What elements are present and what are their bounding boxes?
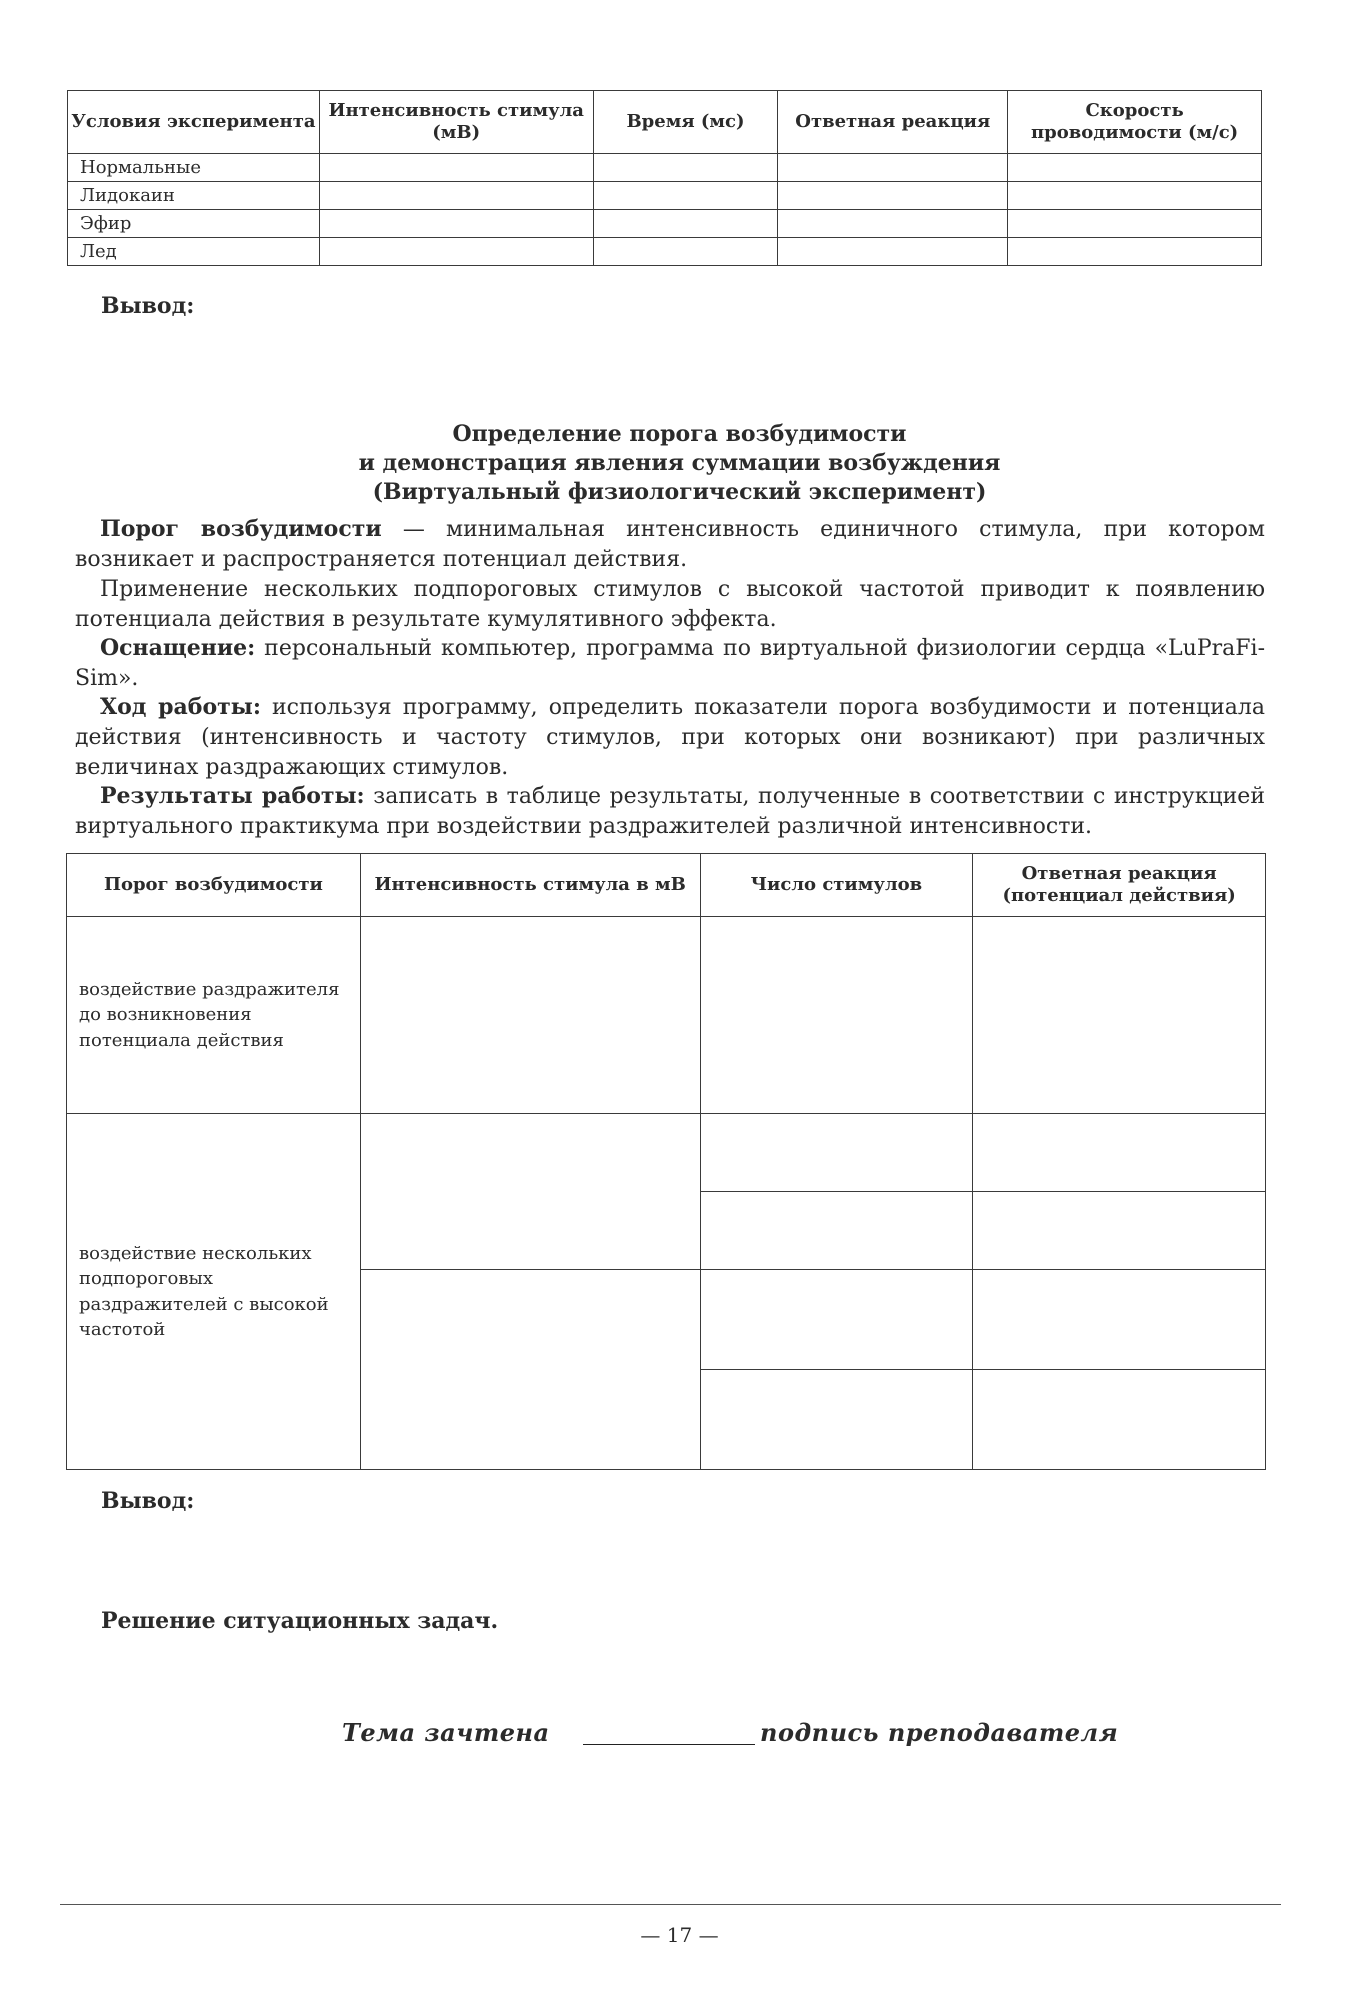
table-row (68, 154, 1262, 182)
table-header: Интенсивность стимула (мВ) (319, 91, 593, 154)
table-cell[interactable] (360, 1270, 700, 1470)
table-cell[interactable] (973, 1192, 1266, 1270)
table-cell[interactable] (778, 210, 1008, 238)
tasks-heading: Решение ситуационных задач. (101, 1608, 499, 1634)
footer-divider (60, 1904, 1281, 1905)
row-label: воздействие нескольких подпороговых раздражителей с высокой частотой (67, 1114, 361, 1470)
table-cell[interactable] (593, 154, 778, 182)
table-header: Ответная реакция (778, 91, 1008, 154)
table-header: Скорость проводимости (м/с) (1008, 91, 1262, 154)
table-cell[interactable] (319, 154, 593, 182)
conclusion-label: Вывод: (101, 1488, 195, 1514)
table-header: Ответная реакция (потенциал действия) (973, 854, 1266, 917)
table-cell[interactable] (778, 182, 1008, 210)
table-cell[interactable] (778, 154, 1008, 182)
page-number: — 17 — (640, 1923, 719, 1947)
row-label: Эфир (68, 210, 320, 238)
row-label: Лидокаин (68, 182, 320, 210)
paragraph-text: персональный компьютер, программа по виртуальной физиологии сердца «LuPraFi-Sim». (75, 636, 1265, 691)
table-cell[interactable] (593, 210, 778, 238)
paragraph-equipment (75, 634, 1265, 694)
conclusion-label: Вывод: (101, 293, 195, 319)
paragraph-text: записать в таблице результаты, полученные в соответствии с инструкцией виртуального практикума при воздействии раздражителей различной интенсивности. (75, 784, 1265, 839)
paragraph-threshold (75, 515, 1265, 575)
paragraph-summation (75, 575, 1265, 635)
table-cell[interactable] (360, 1114, 700, 1270)
table-header: Число стимулов (700, 854, 973, 917)
signature-line[interactable] (583, 1744, 755, 1745)
table-cell[interactable] (593, 182, 778, 210)
table-cell[interactable] (973, 1270, 1266, 1370)
table-cell[interactable] (700, 1270, 973, 1370)
term-bold: Оснащение: (100, 635, 256, 661)
table-cell[interactable] (1008, 154, 1262, 182)
table-cell[interactable] (1008, 238, 1262, 266)
table-cell[interactable] (319, 210, 593, 238)
row-label: Лед (68, 238, 320, 266)
table-header: Время (мс) (593, 91, 778, 154)
table-row (67, 1114, 1266, 1192)
table-cell[interactable] (319, 238, 593, 266)
experiment-table (67, 90, 1262, 266)
table-cell[interactable] (593, 238, 778, 266)
paragraph-results (75, 782, 1265, 842)
table-header: Интенсивность стимула в мВ (360, 854, 700, 917)
table-cell[interactable] (319, 182, 593, 210)
table-cell[interactable] (778, 238, 1008, 266)
section-title-line3: (Виртуальный физиологический эксперимент) (372, 479, 987, 505)
term-bold: Ход работы: (100, 694, 261, 720)
table-header: Порог возбудимости (67, 854, 361, 917)
paragraph-text: используя программу, определить показатели порога возбудимости и потенциала действия (интенсивность и частоту стимулов, при которых они возникают) при различных величинах раздражающих стимулов. (75, 695, 1265, 780)
table-cell[interactable] (700, 1192, 973, 1270)
table-cell[interactable] (1008, 182, 1262, 210)
table-cell[interactable] (973, 917, 1266, 1114)
table-row (67, 917, 1266, 1114)
table-cell[interactable] (700, 1114, 973, 1192)
section-title-line1: Определение порога возбудимости (452, 421, 907, 447)
row-label: Нормальные (68, 154, 320, 182)
table-header-row (68, 91, 1262, 154)
term-bold: Порог возбудимости (100, 516, 382, 542)
table-cell[interactable] (1008, 210, 1262, 238)
paragraph-text: Применение нескольких подпороговых стимулов с высокой частотой приводит к появлению потенциала действия в результате кумулятивного эффекта. (75, 577, 1265, 632)
paragraph-procedure (75, 693, 1265, 783)
teacher-signature-label: подпись преподавателя (760, 1718, 1119, 1747)
table-cell[interactable] (973, 1114, 1266, 1192)
table-cell[interactable] (973, 1370, 1266, 1470)
table-cell[interactable] (360, 917, 700, 1114)
table-row (68, 238, 1262, 266)
table-cell[interactable] (700, 1370, 973, 1470)
table-header-row (67, 854, 1266, 917)
paragraph-text: — минимальная интенсивность единичного стимула, при котором возникает и распространяется потенциал действия. (75, 517, 1265, 572)
row-label: воздействие раздражителя до возникновения потенциала действия (67, 917, 361, 1114)
table-cell[interactable] (700, 917, 973, 1114)
table-row (68, 210, 1262, 238)
section-title-line2: и демонстрация явления суммации возбуждения (358, 450, 1001, 476)
table-header: Условия эксперимента (68, 91, 320, 154)
topic-passed-label: Тема зачтена (342, 1718, 550, 1747)
term-bold: Результаты работы: (100, 783, 365, 809)
threshold-table (66, 853, 1266, 1470)
table-row (68, 182, 1262, 210)
